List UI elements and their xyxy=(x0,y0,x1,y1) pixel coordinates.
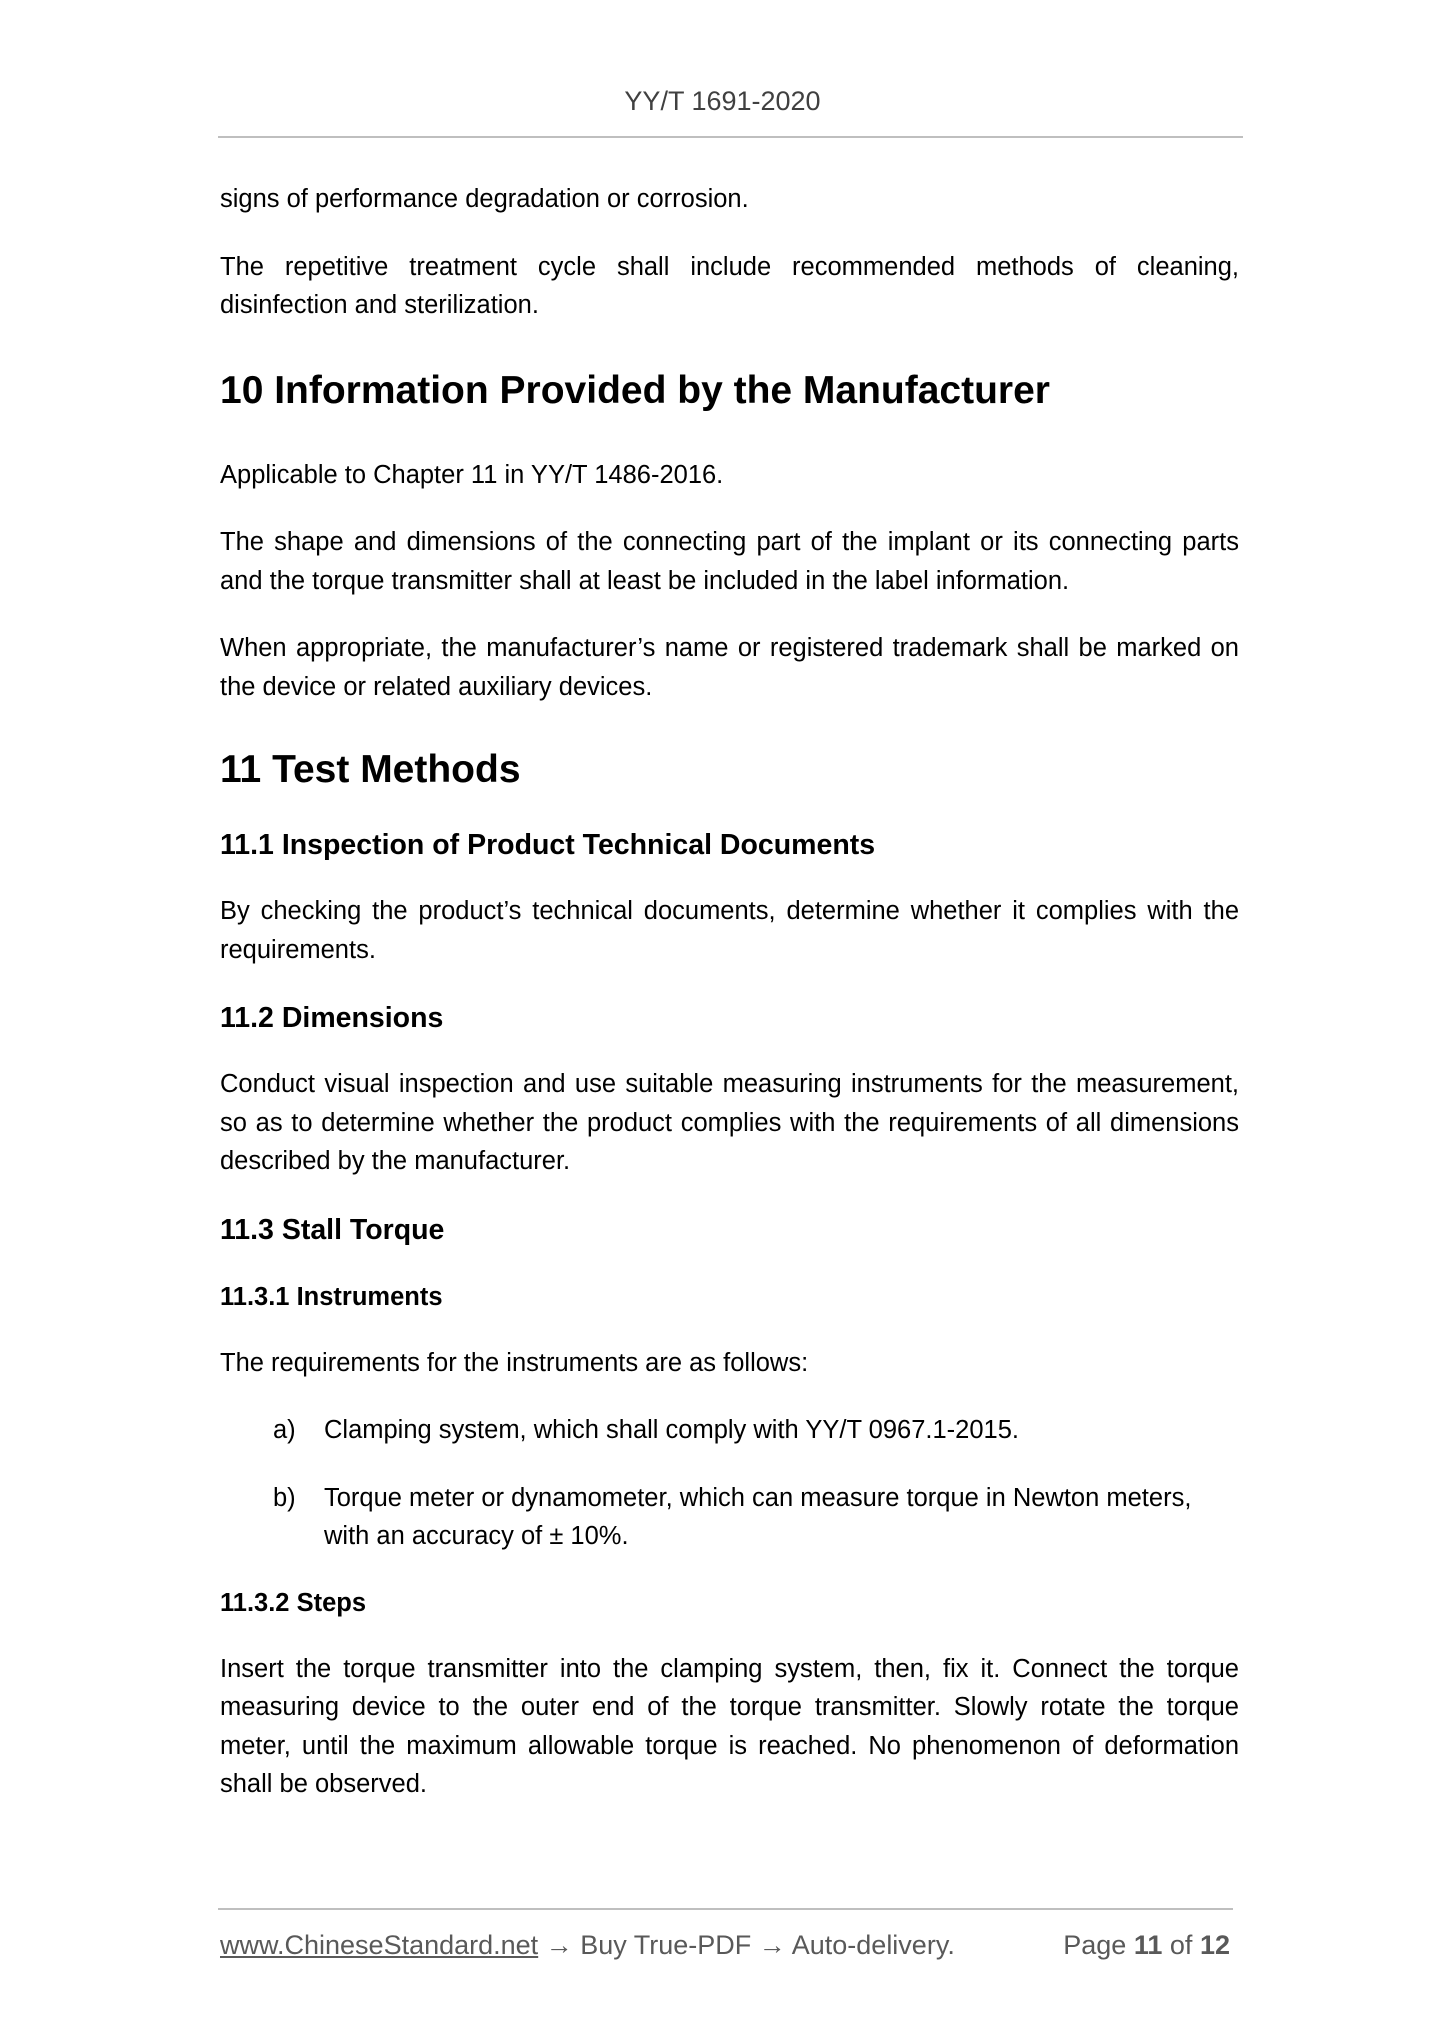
list-marker: a) xyxy=(273,1416,296,1444)
header-divider xyxy=(218,136,1243,138)
page-content xyxy=(220,180,1239,1804)
section-10-paragraph-1: Applicable to Chapter 11 in YY/T 1486-2016. xyxy=(220,460,724,489)
section-11-3-1-heading: 11.3.1 Instruments xyxy=(220,1282,443,1311)
section-11-heading: 11 Test Methods xyxy=(220,748,521,791)
section-11-3-heading: 11.3 Stall Torque xyxy=(220,1213,445,1246)
steps-paragraph: Insert the torque transmitter into the clamping system, then, fix it. Connect the torque measuring device to the outer end of the torque transmitter. Slowly rotate the torque meter, until the maximum allowable torque is reached. No phenomenon of deformation shall be observed. xyxy=(220,1654,1239,1798)
page-label: Page xyxy=(1063,1930,1127,1960)
list-item xyxy=(220,1411,1239,1450)
page-current: 11 xyxy=(1133,1930,1163,1960)
page-footer xyxy=(220,1927,1233,1963)
page-number xyxy=(1063,1927,1230,1963)
website-link[interactable]: www.ChineseStandard.net xyxy=(220,1930,539,1960)
paragraph-continuation: signs of performance degradation or corrosion. xyxy=(220,185,749,213)
section-11-1-paragraph: By checking the product’s technical documents, determine whether it complies with the requirements. xyxy=(220,897,1239,964)
paragraph-treatment-cycle: The repetitive treatment cycle shall include recommended methods of cleaning, disinfection and sterilization. xyxy=(220,252,1239,319)
instruments-intro: The requirements for the instruments are as follows: xyxy=(220,1348,809,1377)
section-10-paragraph-3: When appropriate, the manufacturer’s name or registered trademark shall be marked on the device or related auxiliary devices. xyxy=(220,634,1239,701)
page-of-label: of xyxy=(1169,1930,1193,1960)
promo-text: → Buy True-PDF → Auto-delivery. xyxy=(538,1930,955,1960)
section-11-2-heading: 11.2 Dimensions xyxy=(220,1002,444,1034)
section-11-1-heading: 11.1 Inspection of Product Technical Documents xyxy=(220,829,876,861)
section-11-2-paragraph: Conduct visual inspection and use suitable measuring instruments for the measurement, so as to determine whether the product complies with the requirements of all dimensions described by the manufacturer. xyxy=(220,1070,1239,1175)
list-item-text: Torque meter or dynamometer, which can measure torque in Newton meters, with an accuracy of ± 10%. xyxy=(324,1483,1192,1550)
list-marker: b) xyxy=(273,1483,296,1512)
section-11-3-2-heading: 11.3.2 Steps xyxy=(220,1588,367,1617)
section-10-heading: 10 Information Provided by the Manufacturer xyxy=(220,368,1050,412)
running-header: YY/T 1691-2020 xyxy=(624,86,821,116)
instruments-list xyxy=(220,1411,1239,1556)
page-total: 12 xyxy=(1199,1930,1230,1960)
footer-divider xyxy=(218,1908,1233,1910)
list-item-text: Clamping system, which shall comply with YY/T 0967.1-2015. xyxy=(324,1416,1019,1444)
section-10-paragraph-2: The shape and dimensions of the connecting part of the implant or its connecting parts and the torque transmitter shall at least be included in the label information. xyxy=(220,528,1239,595)
list-item xyxy=(220,1479,1239,1556)
